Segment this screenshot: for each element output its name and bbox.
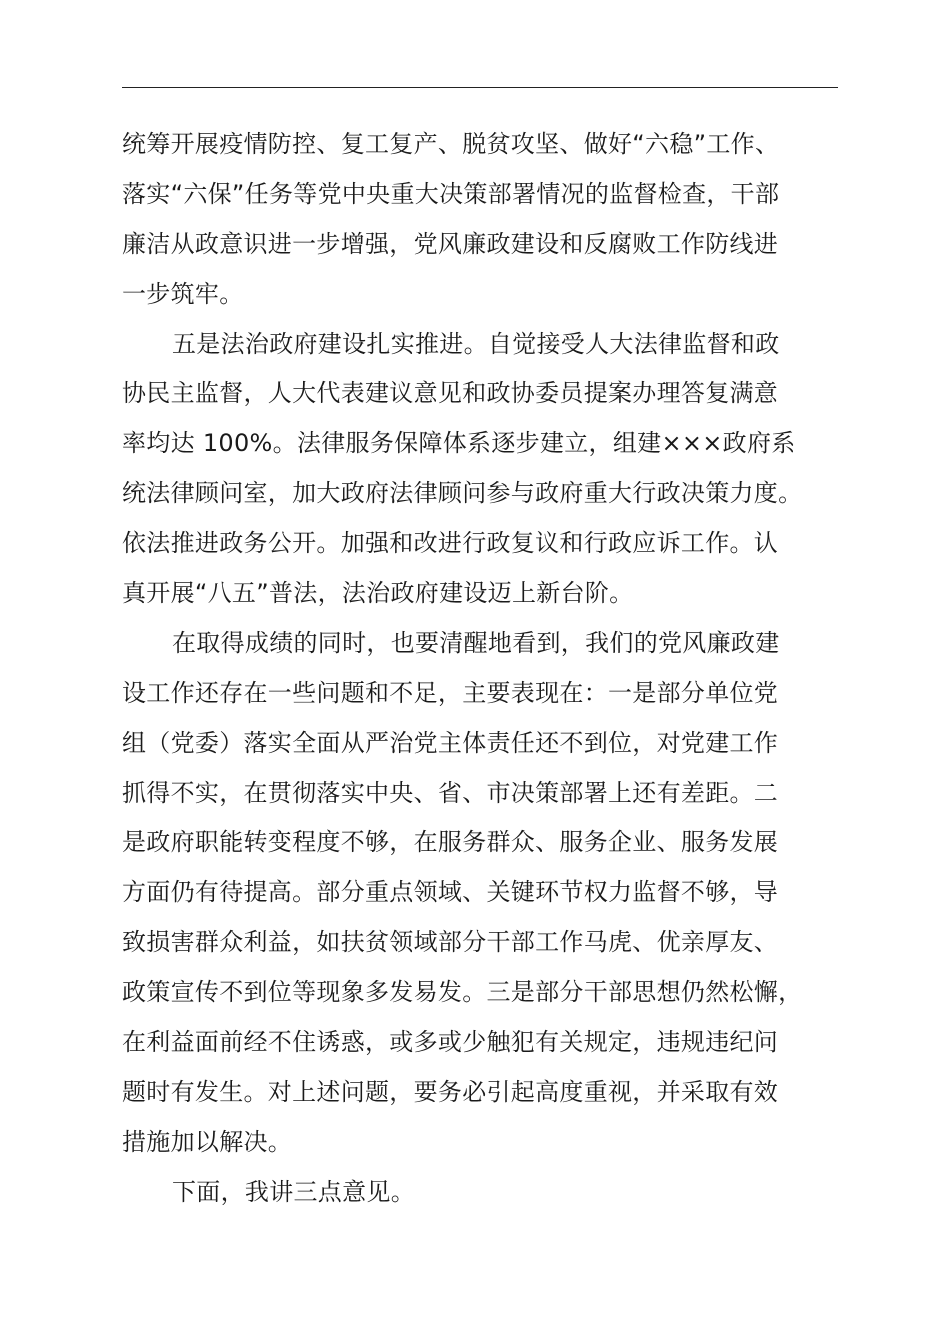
text-line: 一步筑牢。	[122, 279, 244, 308]
header-rule	[122, 87, 838, 88]
text-line: 统法律顾问室，加大政府法律顾问参与政府重大行政决策力度。	[122, 479, 803, 508]
paragraph-start-line: 在取得成绩的同时，也要清醒地看到，我们的党风廉政建	[172, 628, 780, 657]
text-line: 率均达 100%。法律服务保障体系逐步建立，组建×××政府系	[122, 429, 796, 458]
text-line: 设工作还存在一些问题和不足，主要表现在：一是部分单位党	[122, 678, 779, 707]
paragraph-start-line: 下面，我讲三点意见。	[172, 1177, 415, 1206]
text-line: 在利益面前经不住诱惑，或多或少触犯有关规定，违规违纪问	[122, 1028, 779, 1057]
text-line: 致损害群众利益，如扶贫领域部分干部工作马虎、优亲厚友、	[122, 928, 779, 957]
text-line: 政策宣传不到位等现象多发易发。三是部分干部思想仍然松懈，	[122, 978, 803, 1007]
body-text	[122, 120, 838, 1218]
text-line: 抓得不实，在贯彻落实中央、省、市决策部署上还有差距。二	[122, 778, 779, 807]
text-line: 真开展“八五”普法，法治政府建设迈上新台阶。	[122, 579, 634, 608]
text-line: 是政府职能转变程度不够，在服务群众、服务企业、服务发展	[122, 828, 779, 857]
text-line: 题时有发生。对上述问题，要务必引起高度重视，并采取有效	[122, 1077, 779, 1106]
text-line: 统筹开展疫情防控、复工复产、脱贫攻坚、做好“六稳”工作、	[122, 130, 780, 158]
text-line: 落实“六保”任务等党中央重大决策部署情况的监督检查，干部	[122, 179, 780, 208]
text-line: 依法推进政务公开。加强和改进行政复议和行政应诉工作。认	[122, 529, 779, 558]
text-line: 组（党委）落实全面从严治党主体责任还不到位，对党建工作	[122, 728, 779, 757]
text-line: 协民主监督，人大代表建议意见和政协委员提案办理答复满意	[122, 379, 779, 408]
text-line: 方面仍有待提高。部分重点领域、关键环节权力监督不够，导	[122, 878, 779, 907]
text-line: 廉洁从政意识进一步增强，党风廉政建设和反腐败工作防线进	[122, 229, 779, 258]
paragraph-start-line: 五是法治政府建设扎实推进。自觉接受人大法律监督和政	[172, 329, 780, 358]
text-line: 措施加以解决。	[122, 1127, 293, 1156]
